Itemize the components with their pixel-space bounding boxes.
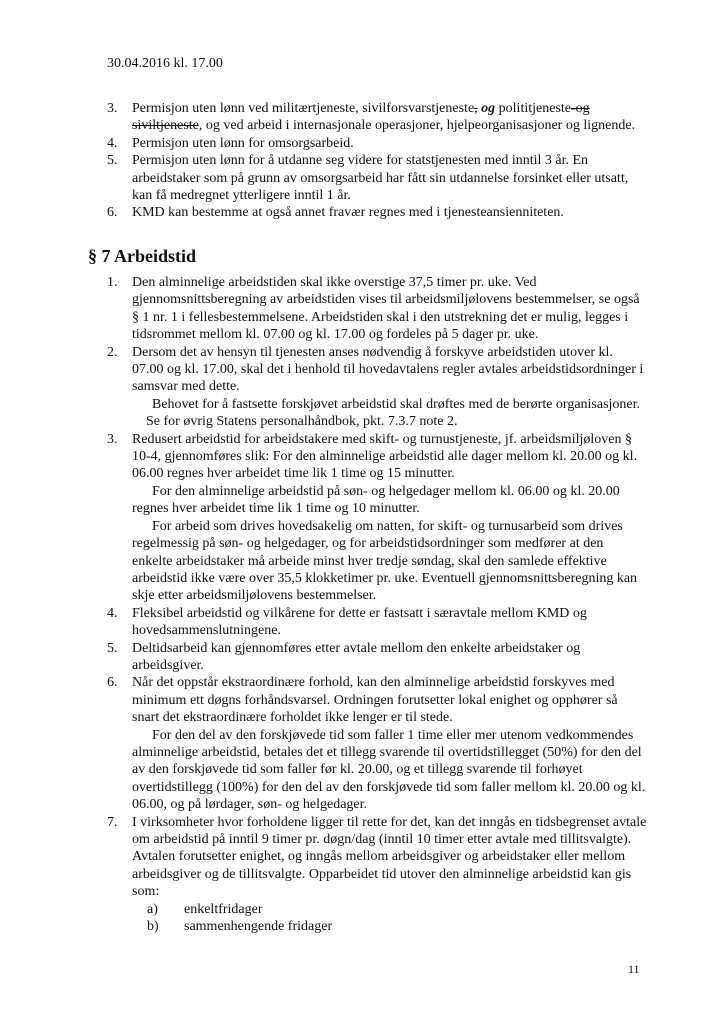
inserted-text: og (481, 101, 496, 116)
permission-list (107, 100, 647, 222)
list-item (107, 814, 647, 936)
list-item (107, 640, 647, 675)
struck-text: , (474, 101, 478, 116)
item-text: Den alminnelige arbeidstiden skal ikke overstige 37,5 timer pr. uke. Ved gjennomsnittsberegning av arbeidstiden vises til arbeidsmiljølovens bestemmelser, se også § 1 nr. 1 i fellesbestemmelsene. Arbeidstiden skal i den utstrekning det er mulig, legges i tidsrommet mellom kl. 07.00 og kl. 17.00 og fordeles på 5 dager pr. uke. (132, 275, 640, 343)
page-number: 11 (628, 962, 640, 976)
item-text: Når det oppstår ekstraordinære forhold, kan den alminnelige arbeidstid forskyves med minimum ett døgns forhåndsvarsel. Ordningen forutsetter lokal enighet og opphører så snart det ekstraordinære forholdet ikke lenger er til stede. (132, 675, 618, 726)
list-item (107, 605, 647, 640)
item-number: 6. (107, 675, 118, 691)
list-item (107, 274, 647, 344)
working-hours-list (107, 274, 647, 935)
sub-list-item (132, 901, 647, 918)
item-text: KMD kan bestemme at også annet fravær regnes med i tjenesteansienniteten. (132, 205, 564, 221)
header-date: 30.04.2016 kl. 17.00 (107, 56, 223, 71)
item-number: 1. (107, 275, 118, 290)
item-text: Redusert arbeidstid for arbeidstakere med skift- og turnustjeneste, jf. arbeidsmiljøloven § 10-4, gjennomføres slik: For den alminnelige arbeidstid alle dager mellom kl. 20.00 og kl. 06.00 regnes hver arbeidet time lik 1 time og 15 minutter. (132, 431, 638, 482)
item-text (132, 100, 647, 135)
item-number: 2. (107, 344, 118, 360)
list-item (107, 100, 647, 135)
item-paragraph: For arbeid som drives hovedsakelig om natten, for skift- og turnusarbeid som drives regelmessig på søn- og helgedager, og for arbeidstidsordninger som medfører at den enkelte arbeidstaker må arbeide minst hver tredje søndag, skal den samlede effektive arbeidstid ikke være over 35,5 klokketimer pr. uke. Eventuell gjennomsnittsberegning kan skje etter arbeidsmiljølovens bestemmelser. (132, 518, 638, 604)
item-number: 4. (107, 605, 118, 621)
sub-item-label: a) (147, 901, 158, 917)
sub-list-item (132, 918, 647, 935)
item-number: 3. (107, 101, 118, 116)
item-paragraph: Se for øvrig Statens personalhåndbok, pkt. 7.3.7 note 2. (146, 414, 458, 430)
sub-list (132, 901, 647, 936)
item-paragraph: Behovet for å fastsette forskjøvet arbeidstid skal drøftes med de berørte organisasjoner. (152, 396, 641, 412)
item-number: 5. (107, 640, 118, 656)
list-item (107, 674, 647, 813)
item-number: 3. (107, 431, 118, 447)
list-item (107, 152, 647, 204)
list-item (107, 135, 647, 152)
item-paragraph: For den alminnelige arbeidstid på søn- og helgedager mellom kl. 06.00 og kl. 20.00 regnes hver arbeidet time lik 1 time og 10 minutter. (132, 483, 620, 517)
item-number: 4. (107, 135, 118, 151)
item-text: Deltidsarbeid kan gjennomføres etter avtale mellom den enkelte arbeidstaker og arbeidsgiver. (132, 640, 581, 673)
sub-item-label: b) (147, 919, 159, 935)
item-text: Permisjon uten lønn for omsorgsarbeid. (132, 135, 354, 151)
item-number: 5. (107, 153, 118, 169)
text-span: polititjeneste (495, 101, 571, 116)
sub-item-text: enkeltfridager (184, 901, 263, 917)
item-number: 7. (107, 814, 118, 830)
list-item (107, 431, 647, 605)
text-span: , og ved arbeid i internasjonale operasjoner, hjelpeorganisasjoner og lignende. (198, 118, 636, 134)
item-text: Permisjon uten lønn for å utdanne seg videre for statstjenesten med inntil 3 år. En arbeidstaker som på grunn av omsorgsarbeid har fått sin utdannelse forsinket eller utsatt, kan få medregnet ytterligere inntil 1 år. (132, 153, 629, 204)
item-text: Fleksibel arbeidstid og vilkårene for dette er fastsatt i særavtale mellom KMD og hovedsammenslutningene. (132, 605, 587, 639)
list-item (107, 344, 647, 431)
text-span: Permisjon uten lønn ved militærtjeneste, sivilforsvarstjeneste (132, 101, 475, 116)
item-text: I virksomheter hvor forholdene ligger til rette for det, kan det inngås en tidsbegrenset avtale om arbeidstid på inntil 9 timer pr. døgn/dag (inntil 10 timer etter avtale med tillitsvalgte). Avtalen forutsetter enighet, og inngås mellom arbeidsgiver og arbeidstaker eller mellom arbeidsgiver og de tillitsvalgte. Opparbeidet tid utover den alminnelige arbeidstid kan gis som: (132, 814, 647, 900)
item-text: Dersom det av hensyn til tjenesten anses nødvendig å forskyve arbeidstiden utover kl. 07.00 og kl. 17.00, skal det i henhold til hovedavtalens regler avtales arbeidstidsordninger i samsvar med dette. (132, 344, 644, 395)
section-heading: § 7 Arbeidstid (88, 246, 197, 266)
struck-text: -og siviltjeneste (132, 101, 590, 134)
item-paragraph: For den del av den forskjøvede tid som faller 1 time eller mer utenom vedkommendes alminnelige arbeidstid, betales det et tillegg svarende til overtidstillegget (50%) for den del av den forskjøvede tid som faller før kl. 20.00, og et tillegg svarende til forhøyet overtidstillegg (100%) for den del av den forskjøvede tid som faller mellom kl. 20.00 og kl. 06.00, og på lørdager, søn- og helgedager. (132, 727, 646, 813)
item-number: 6. (107, 205, 118, 221)
list-item (107, 204, 647, 221)
sub-item-text: sammenhengende fridager (184, 919, 333, 935)
